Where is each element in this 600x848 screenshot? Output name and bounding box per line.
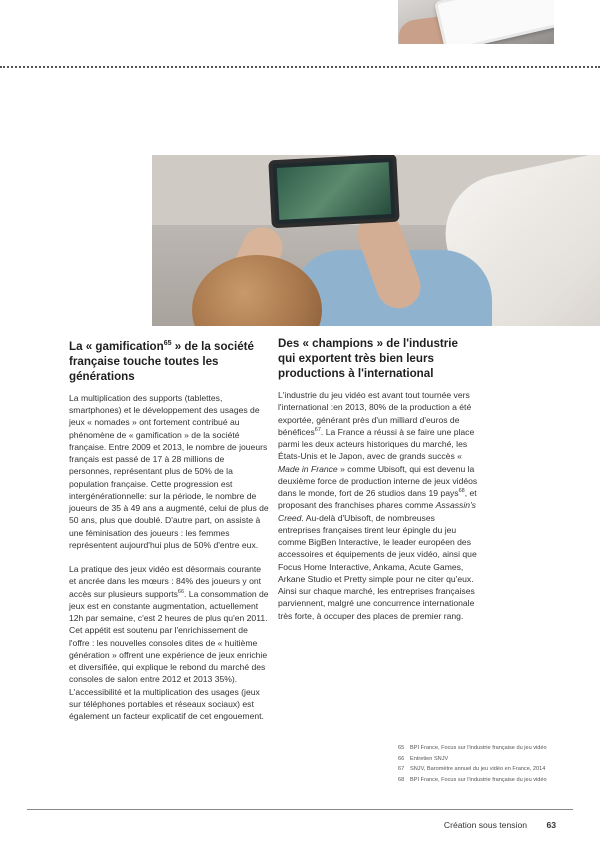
child-playing-tablet-photo xyxy=(152,155,600,326)
tablet-shape xyxy=(434,0,554,44)
photo-tablet xyxy=(268,155,399,228)
footnote: 68 BPI France, Focus sur l'industrie française du jeu vidéo xyxy=(398,776,547,783)
footnote: 66 Entretien SNJV xyxy=(398,755,449,762)
right-column xyxy=(278,336,478,622)
right-heading: Des « champions » de l'industrie qui exportent très bien leurs productions à l'international xyxy=(278,337,458,380)
left-heading: La « gamification$^{65}$ » de la société française touche toutes les générations xyxy=(69,339,254,383)
footer-section-title: Création sous tension xyxy=(443,820,527,830)
page-number: 63 xyxy=(546,820,556,830)
left-paragraph-2: La pratique des jeux vidéo est désormais courante et ancrée dans les mœurs : 84% des joueurs y ont accès sur plusieurs supports$^{66}$. La consommation de jeux est en constante augmentation, actuellement 12h par semaine, c'est 2 heures de plus qu'en 2011. Cet appétit est soutenu par l'enrichissement de l'offre : les nouvelles consoles dites de « huitième génération » offrent une expérience de jeux enrichie et diversifiée, qui explique le rebond du marché des consoles de salon entre 2012 et 2013 35%). L'accessibilité et la multiplication des usages (jeux sur téléphones portables et réseaux sociaux) est également un facteur explicatif de cet engouement. xyxy=(69,564,269,722)
footnote: 67 SNJV, Baromètre annuel du jeu vidéo en France, 2014 xyxy=(398,766,546,773)
right-paragraph: L'industrie du jeu vidéo est avant tout tournée vers l'international :en 2013, 80% de la production a été exportée, générant près d'un milliard d'euros de bénéfices$^{67}$. La France a réussi à se faire une place parmi les deux acteurs historiques du marché, les États-Unis et le Japon, avec de grands succès « Made in France » comme Ubisoft, qui est devenu la deuxième force de production interne de jeux vidéos dans le monde, fort de 26 studios dans 19 pays$^{68}$, et proposant des franchises phares comme Assassin's Creed. Au-delà d'Ubisoft, de nombreuses entreprises françaises tirent leur épingle du jeu comme BigBen Interactive, le leader européen des accessoires et équipements de jeux vidéo, ainsi que Focus Home Interactive, Ankama, Acute Games, Arkane Studio et Pretty simple pour ne citer qu'eux. Ainsi sur chaque marché, les entreprises françaises parviennent, malgré une concurrence internationale très forte, à occuper des places de premier rang. xyxy=(278,390,478,621)
page-footer xyxy=(0,820,600,834)
top-tablet-photo xyxy=(398,0,554,44)
footnote: 65 BPI France, Focus sur l'industrie française du jeu vidéo xyxy=(398,745,547,751)
right-body xyxy=(278,389,478,622)
footer-divider xyxy=(27,809,573,810)
footnotes xyxy=(398,743,588,785)
photo-head xyxy=(192,255,322,326)
dotted-divider xyxy=(0,66,600,68)
left-body xyxy=(69,392,269,723)
left-column xyxy=(69,336,269,722)
left-paragraph-1: La multiplication des supports (tablettes, smartphones) et le développement des usages de jeux « nomades » ont fortement contribué au phénomène de « gamification » de la société française. Entre 2009 et 2013, le nombre de joueurs français est passé de 17 à 28 millions de personnes, représentant plus de 50% de la population française. Cette progression est intergénérationnelle: sur la période, le nombre de joueurs de 35 à 49 ans a augmenté, celui de plus de 50 ans, plus que doublé. D'autre part, on assiste à une féminisation des joueurs : les femmes représentent aujourd'hui plus de 50% d'entre eux. xyxy=(69,392,269,550)
